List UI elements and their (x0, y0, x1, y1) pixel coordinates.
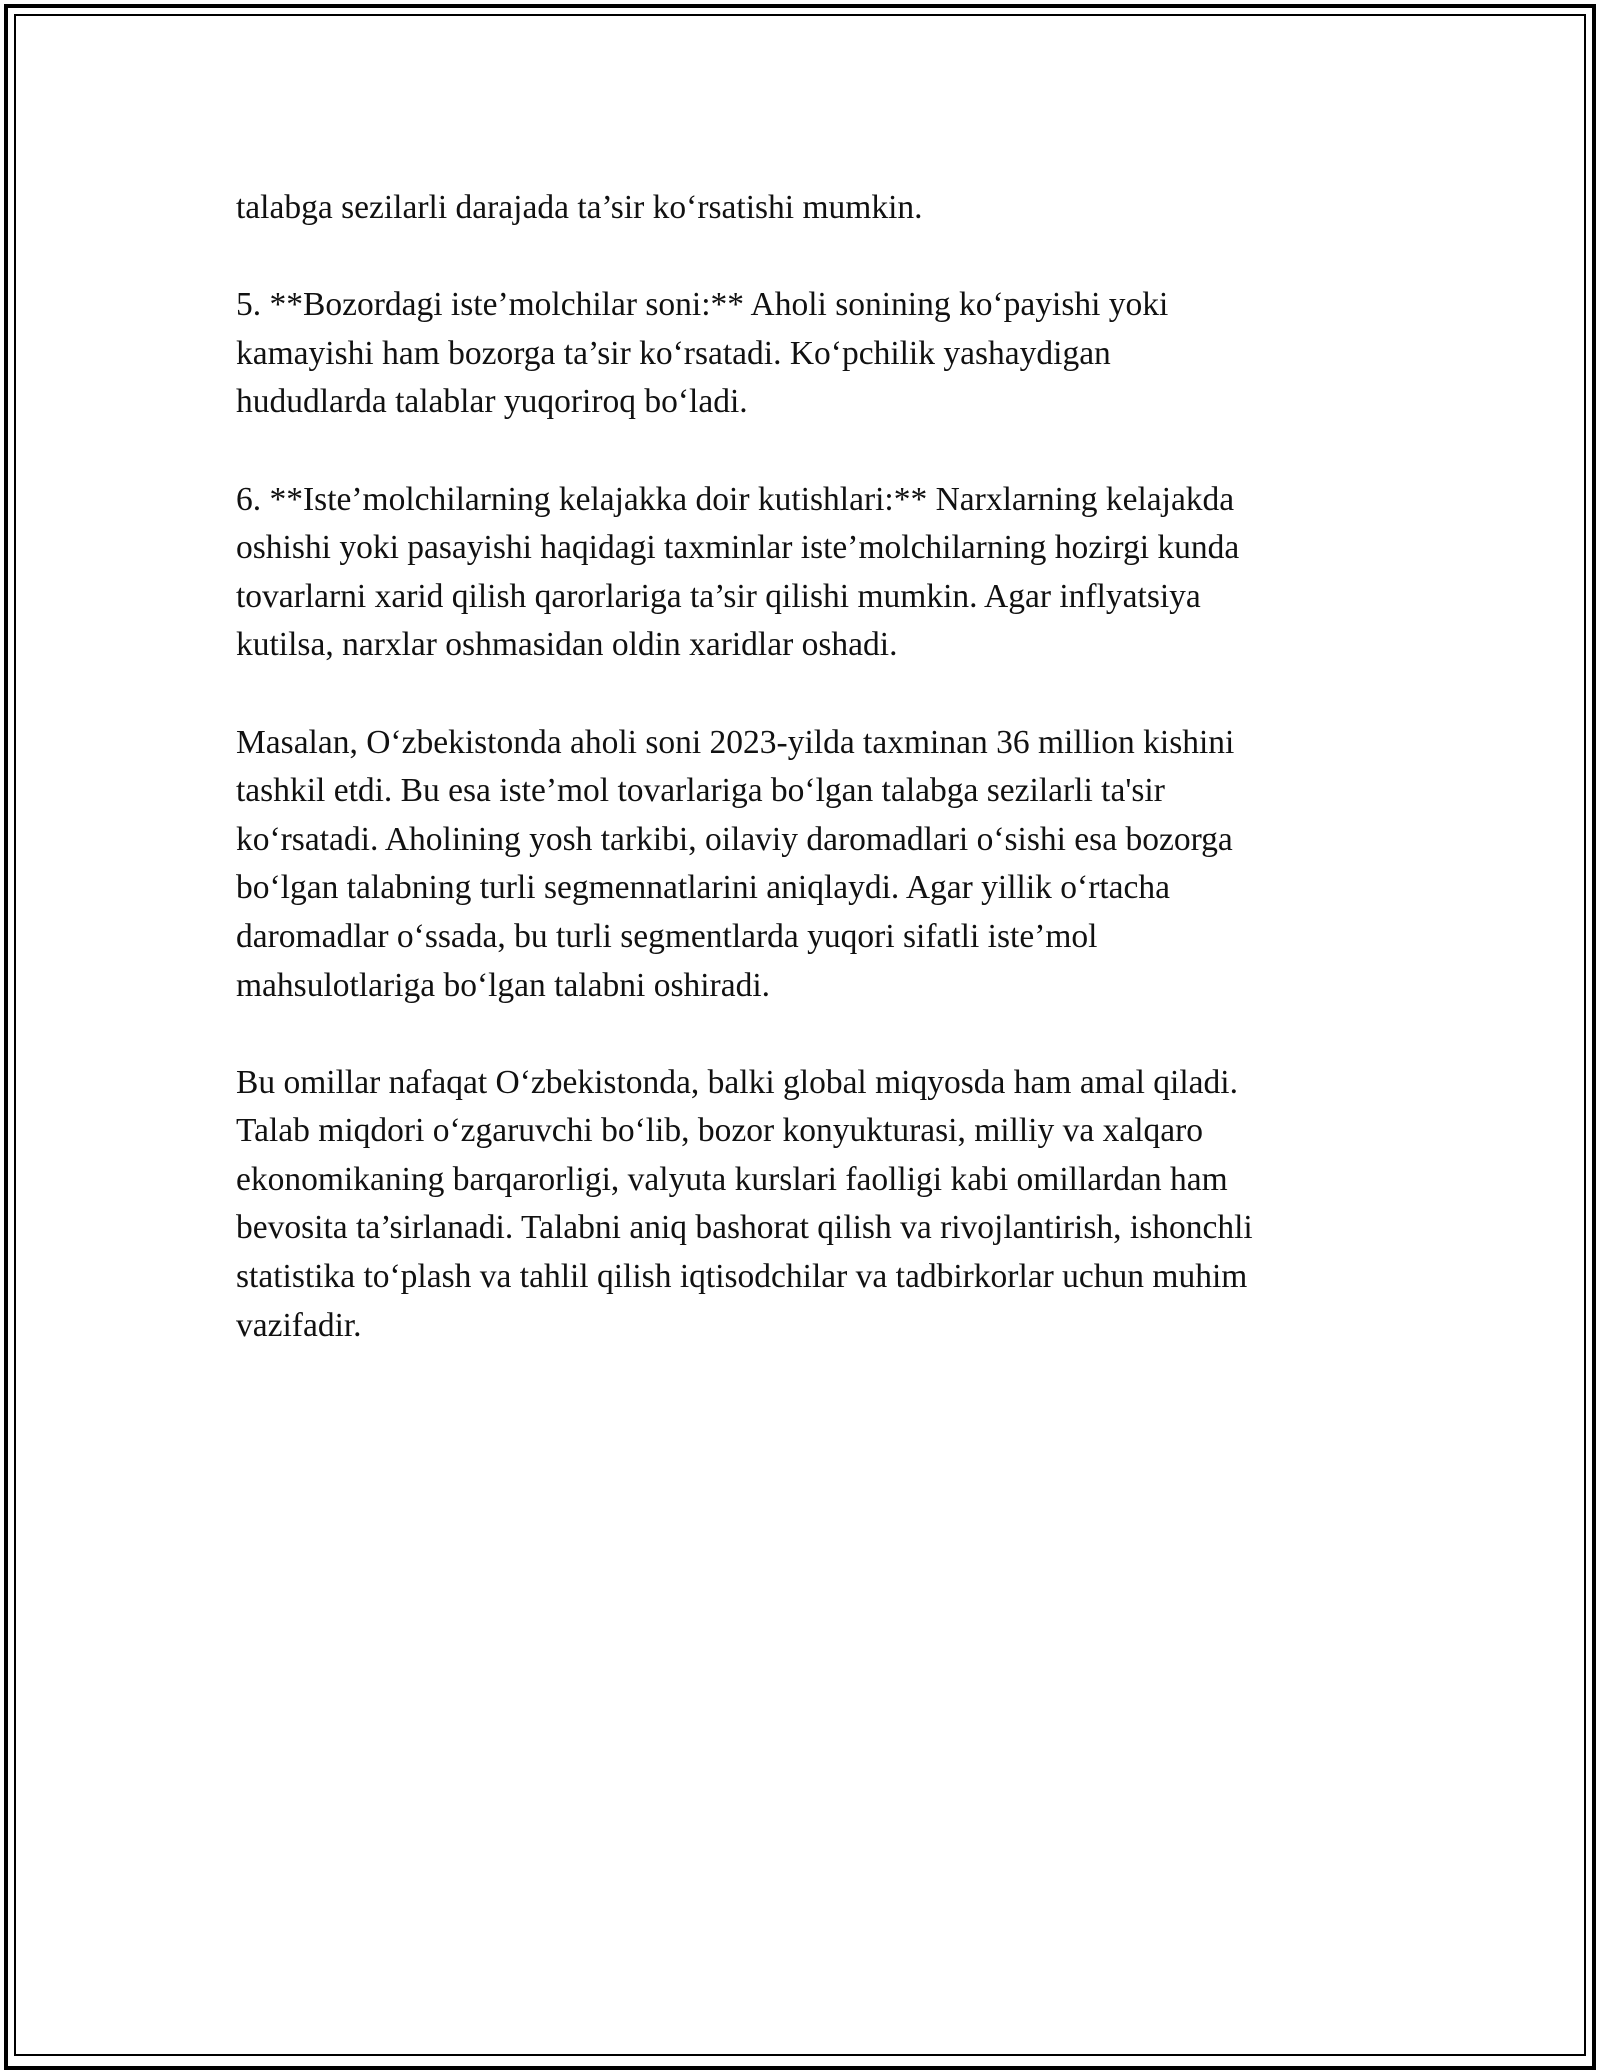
paragraph-uzbekistan-example: Masalan, O‘zbekistonda aholi soni 2023-yilda taxminan 36 million kishini tashkil etdi. Bu esa iste’mol tovarlariga bo‘lgan talabga sezilarli ta'sir ko‘rsatadi. Aholining yosh tarkibi, oilaviy daromadlari o‘sishi esa bozorga bo‘lgan talabning turli segmennatlarini aniqlaydi. Agar yillik o‘rtacha daromadlar o‘ssada, bu turli segmentlarda yuqori sifatli iste’mol mahsulotlariga bo‘lgan talabni oshiradi. (236, 723, 1235, 1004)
paragraph-continuation: talabga sezilarli darajada ta’sir ko‘rsatishi mumkin. (236, 189, 923, 226)
document-body (236, 184, 1366, 1399)
paragraph-consumer-count: 5. **Bozordagi iste’molchilar soni:** Aholi sonining ko‘payishi yoki kamayishi ham bozorga ta’sir ko‘rsatadi. Ko‘pchilik yashaydigan hududlarda talablar yuqoriroq bo‘ladi. (236, 286, 1169, 421)
paragraph-global-factors: Bu omillar nafaqat O‘zbekistonda, balki global miqyosda ham amal qiladi. Talab miqdori o‘zgaruvchi bo‘lib, bozor konyukturasi, milliy va xalqaro ekonomikaning barqarorligi, valyuta kurslari faolligi kabi omillardan ham bevosita ta’sirlanadi. Talabni aniq bashorat qilish va rivojlantirish, ishonchli statistika to‘plash va tahlil qilish iqtisodchilar va tadbirkorlar uchun muhim vazifadir. (236, 1063, 1253, 1344)
paragraph-consumer-expectations: 6. **Iste’molchilarning kelajakka doir kutishlari:** Narxlarning kelajakda oshishi yoki pasayishi haqidagi taxminlar iste’molchilarning hozirgi kunda tovarlarni xarid qilish qarorlariga ta’sir qilishi mumkin. Agar inflyatsiya kutilsa, narxlar oshmasidan oldin xaridlar oshadi. (236, 480, 1240, 664)
